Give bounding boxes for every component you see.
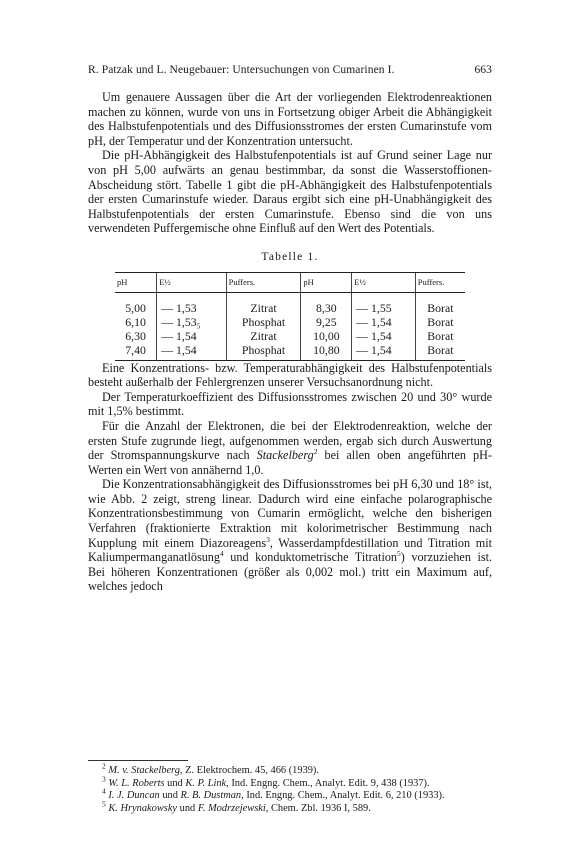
table-cell: 10,80 bbox=[301, 343, 352, 361]
text-run: und bbox=[164, 777, 186, 789]
table-cell: — 1,54 bbox=[157, 329, 226, 343]
footnote-4 bbox=[88, 786, 492, 803]
footnote-ref: 4 bbox=[220, 549, 224, 559]
text-run: Die Konzentrationsabhängigkeit des Diffusionsstromes bei pH 6,30 und 18° ist, wie Abb. 2 zeigt, streng linear. Dadurch wird eine einfache polarographische Konzentrationsbestimmung von Cumarin ermöglicht, welche den bisherigen Verfahren (fraktionierte Extraktion mit kolorimetrischer Bestimmung nach Kupplung mit einem Diazoreagens bbox=[88, 477, 492, 550]
table-cell: 9,25 bbox=[301, 315, 352, 329]
header-e-half-1: E½ bbox=[157, 272, 226, 292]
author-name: K. P. Link bbox=[185, 777, 227, 789]
text-run: und bbox=[177, 802, 198, 814]
table-row bbox=[115, 292, 465, 315]
text-run: , Wasserdampfdestillation und Titration mit Kaliumpermanganatlösung bbox=[88, 535, 492, 565]
table-cell: 10,00 bbox=[301, 329, 352, 343]
running-header bbox=[88, 64, 492, 76]
author-name: I. J. Duncan bbox=[108, 790, 160, 802]
table-1 bbox=[115, 272, 465, 361]
table-cell: Borat bbox=[415, 329, 465, 343]
table-caption: Tabelle 1. bbox=[261, 250, 319, 263]
paragraph-6 bbox=[88, 477, 492, 594]
table-cell: Zitrat bbox=[226, 292, 301, 315]
table-cell: — 1,53₅ bbox=[157, 315, 226, 329]
footnote-number: 5 bbox=[102, 799, 106, 809]
footnotes bbox=[88, 760, 492, 815]
citation: , Z. Elektrochem. 45, 466 (1939). bbox=[179, 765, 319, 776]
table-cell: — 1,55 bbox=[352, 292, 416, 315]
paragraph-2: Die pH-Abhängigkeit des Halbstufenpotentials ist auf Grund seiner Lage nur von pH 5,00 aufwärts an genau bestimmbar, da sonst die Wasserstoffionen-Abscheidung stört. Tabelle 1 gibt die pH-Abhängigkeit des Halbstufenpotentials der ersten Cumarinstufe wieder. Daraus ergibt sich eine pH-Unabhängigkeit des Halbstufenpotentials der ersten Cumarinstufe. Ebenso sind die von uns verwendeten Puffergemische ohne Einfluß auf den Wert des Potentials. bbox=[88, 148, 492, 236]
table-header-row bbox=[115, 272, 465, 292]
footnote-ref: 2 bbox=[313, 447, 318, 457]
text-run: und bbox=[159, 790, 181, 802]
footnote-number: 3 bbox=[102, 774, 106, 784]
author-name: R. B. Dustman bbox=[180, 790, 242, 802]
footnote-3 bbox=[88, 774, 492, 791]
header-e-half-2: E½ bbox=[352, 272, 416, 292]
header-ph-1: pH bbox=[115, 272, 157, 292]
table-cell: 6,30 bbox=[125, 328, 146, 343]
table-cell: 5,00 bbox=[125, 300, 146, 315]
text-run: Für die Anzahl der Elektronen, die bei der Elektrodenreaktion, welche der ersten Stufe zugrunde liegt, aufgenommen werden, ergab sich durch Auswertung der Stromspannungskurve nach bbox=[88, 418, 492, 463]
table-row bbox=[115, 329, 465, 343]
table-cell: 7,40 bbox=[115, 343, 157, 361]
table-cell: — 1,54 bbox=[157, 343, 226, 361]
table-cell: Borat bbox=[415, 343, 465, 361]
header-buffer-1: Puffers. bbox=[226, 272, 301, 292]
author-name: W. L. Roberts bbox=[108, 777, 165, 789]
text-run: bei allen oben angeführten pH-Werten ein Wert von annähernd 1,0. bbox=[88, 448, 492, 477]
header-buffer-2: Puffers. bbox=[415, 272, 465, 292]
citation: , Ind. Engng. Chem., Analyt. Edit. 6, 210 (1933). bbox=[241, 790, 445, 802]
table-cell: Borat bbox=[415, 292, 465, 315]
table-cell: Borat bbox=[415, 315, 465, 329]
citation: , Ind. Engng. Chem., Analyt. Edit. 9, 438 (1937). bbox=[226, 777, 430, 789]
table-cell: Zitrat bbox=[226, 329, 301, 343]
paragraph-4: Der Temperaturkoeffizient des Diffusionsstromes zwischen 20 und 30° wurde mit 1,5% bestimmt. bbox=[88, 389, 492, 419]
table-cell: Phosphat bbox=[226, 315, 301, 329]
author-name: K. Hrynakowsky bbox=[108, 802, 178, 814]
footnote-number: 2 bbox=[102, 761, 106, 771]
text-run: ) vorzuziehen ist. Bei höheren Konzentrationen (größer als 0,002 mol.) tritt ein Maximum auf, welches jedoch bbox=[88, 550, 493, 594]
text-run: und konduktometrische Titration bbox=[223, 550, 398, 565]
paragraph-3: Eine Konzentrations- bzw. Temperaturabhängigkeit des Halbstufenpotentials besteht außerhalb der Fehlergrenzen unserer Versuchsanordnung nicht. bbox=[88, 360, 492, 390]
table-cell: — 1,53 bbox=[157, 292, 226, 315]
table-cell: Phosphat bbox=[226, 343, 301, 361]
table-row bbox=[115, 315, 465, 329]
table-row bbox=[115, 343, 465, 361]
page-number: 663 bbox=[474, 64, 492, 76]
table-cell: 6,10 bbox=[125, 314, 146, 329]
paragraph-5 bbox=[88, 419, 492, 477]
footnote-5 bbox=[88, 799, 492, 816]
citation: , Chem. Zbl. 1936 I, 589. bbox=[265, 802, 371, 814]
table-cell: — 1,54 bbox=[352, 343, 416, 361]
table-cell: — 1,54 bbox=[352, 329, 416, 343]
paragraph-1: Um genauere Aussagen über die Art der vorliegenden Elektrodenreaktionen machen zu können, wurde von uns in Fortsetzung obiger Arbeit die Abhängigkeit des Halbstufenpotentials und des Diffusionsstromes der ersten Cumarinstufe vom pH, der Temperatur und der Konzentration untersucht. bbox=[88, 90, 492, 148]
author-name: Stackelberg bbox=[256, 448, 314, 463]
table-cell: — 1,54 bbox=[352, 315, 416, 329]
author-name: F. Modrzejewski bbox=[197, 802, 266, 814]
body-text bbox=[88, 90, 492, 594]
header-ph-2: pH bbox=[301, 272, 352, 292]
footnote-number: 4 bbox=[102, 786, 106, 796]
author-name: M. v. Stackelberg bbox=[108, 765, 180, 776]
footnote-2 bbox=[88, 761, 492, 778]
footnote-ref: 5 bbox=[397, 549, 401, 559]
footnote-ref: 3 bbox=[266, 534, 270, 544]
table-cell: 8,30 bbox=[301, 292, 352, 315]
running-title: R. Patzak und L. Neugebauer: Untersuchungen von Cumarinen I. bbox=[88, 64, 395, 76]
